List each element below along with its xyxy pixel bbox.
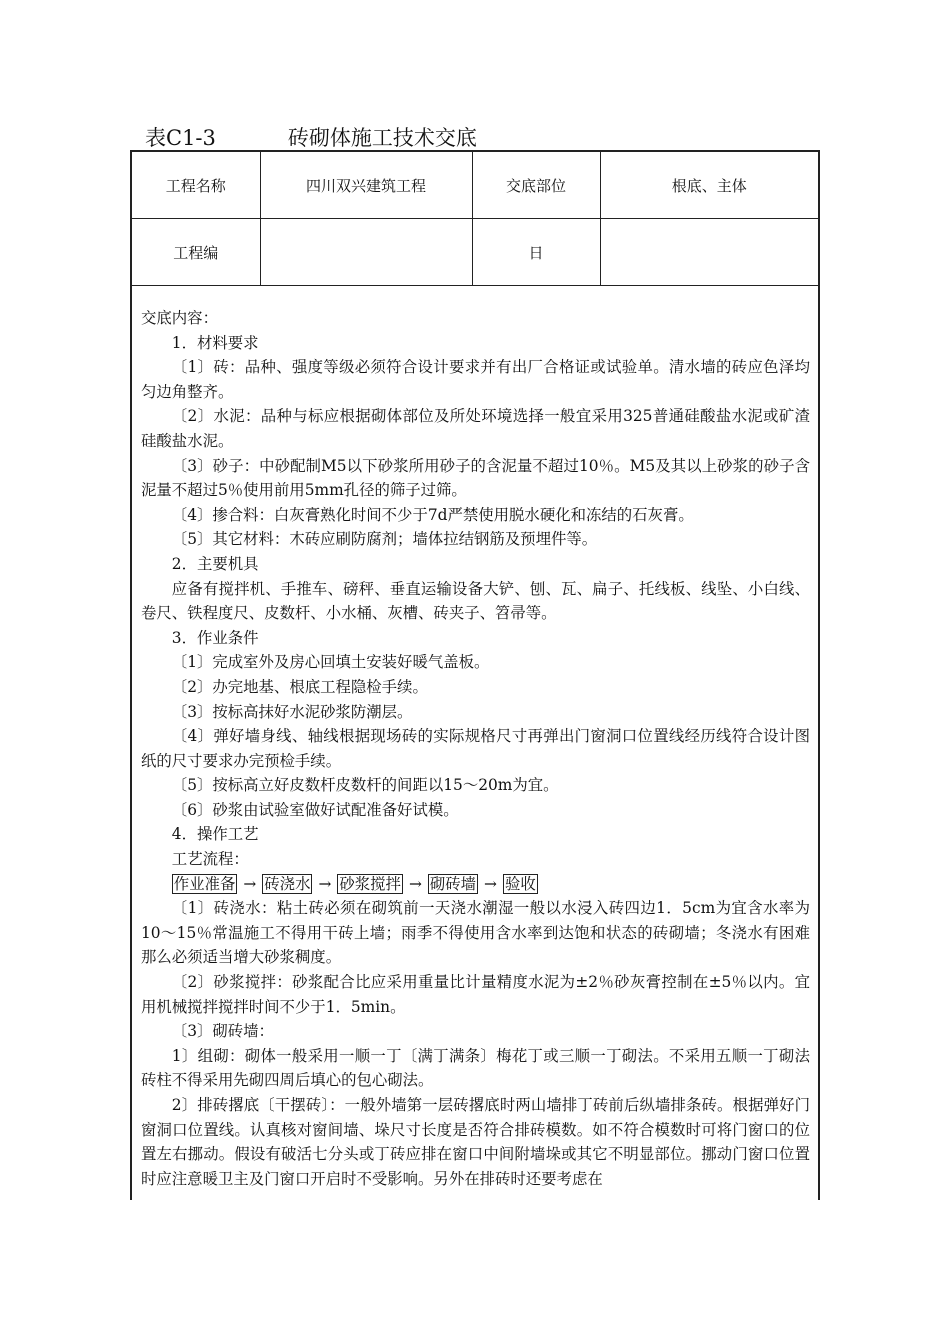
paragraph: 〔1〕砖：品种、强度等级必须符合设计要求并有出厂合格证或试验单。清水墙的砖应色泽均匀边角整齐。 [141, 358, 810, 401]
flow-arrow: → [318, 874, 332, 893]
flow-arrow: → [243, 874, 257, 893]
paragraph: 1〕组砌：砌体一般采用一顺一丁〔满丁满条〕梅花丁或三顺一丁砌法。不采用五顺一丁砌法砖柱不得采用先砌四周后填心的包心砌法。 [141, 1046, 810, 1090]
flow-arrow: → [408, 874, 422, 893]
flow-step: 砖浇水 [264, 874, 311, 893]
paragraph: 〔3〕按标高抹好水泥砂浆防潮层。 [171, 702, 413, 721]
flow-step: 验收 [504, 874, 536, 893]
flow-step: 砂浆搅拌 [339, 874, 401, 893]
page-title [145, 122, 477, 152]
flow-arrow: → [484, 874, 497, 893]
disclosure-content [132, 286, 818, 1191]
section-2-title: 2．主要机具 [171, 554, 259, 573]
header-table [132, 152, 818, 286]
project-no-value [260, 219, 472, 286]
part-value: 根底、主体 [600, 152, 818, 219]
paragraph: 〔6〕砂浆由试验室做好试配准备好试模。 [171, 800, 459, 819]
flow-label: 工艺流程： [171, 850, 249, 869]
part-label: 交底部位 [472, 152, 600, 219]
content-intro: 交底内容： [141, 309, 218, 327]
process-flow [141, 872, 810, 897]
paragraph: 〔4〕弹好墙身线、轴线根据现场砖的实际规格尺寸再弹出门窗洞口位置线经历线符合设计图纸的尺寸要求办完预检手续。 [141, 727, 810, 770]
paragraph: 〔5〕其它材料：木砖应刷防腐剂；墙体拉结钢筋及预埋件等。 [171, 530, 598, 549]
paragraph: 〔2〕砂浆搅拌：砂浆配合比应采用重量比计量精度水泥为±2％砂灰膏控制在±5％以内。宜用机械搅拌搅拌时间不少于1．5min。 [141, 973, 810, 1016]
flow-step: 作业准备 [173, 874, 236, 893]
section-3-title: 3．作业条件 [171, 628, 259, 647]
paragraph: 2〕排砖撂底〔干摆砖〕：一般外墙第一层砖撂底时两山墙排丁砖前后纵墙排条砖。根据弹好门窗洞口位置线。认真核对窗间墙、垛尺寸长度是否符合排砖模数。如不符合模数时可将门窗口的位置左右挪动。假设有破活七分头或丁砖应排在窗口中间附墙垛或其它不明显部位。挪动门窗口位置时应注意暖卫主及门窗口开启时不受影响。另外在排砖时还要考虑在 [141, 1096, 810, 1188]
project-name-value: 四川双兴建筑工程 [260, 152, 472, 219]
section-4-title: 4．操作工艺 [171, 825, 259, 844]
project-no-label: 工程编 [132, 219, 260, 286]
paragraph: 〔3〕砌砖墙： [171, 1022, 274, 1041]
paragraph: 〔3〕砂子：中砂配制M5以下砂浆所用砂子的含泥量不超过10％。M5及其以上砂浆的砂子含泥量不超过5％使用前用5mm孔径的筛子过筛。 [141, 456, 810, 500]
date-label: 日 [472, 219, 600, 286]
paragraph: 〔4〕掺合料：白灰膏熟化时间不少于7d严禁使用脱水硬化和冻结的石灰膏。 [171, 505, 694, 524]
paragraph: 〔2〕办完地基、根底工程隐检手续。 [171, 677, 428, 696]
flow-step: 砌砖墙 [429, 874, 477, 893]
section-1-title: 1．材料要求 [171, 333, 259, 352]
project-name-label: 工程名称 [132, 152, 260, 219]
paragraph: 应备有搅拌机、手推车、磅秤、垂直运输设备大铲、刨、瓦、扁子、托线板、线坠、小白线、卷尺、铁程度尺、皮数杆、小水桶、灰槽、砖夹子、笤帚等。 [141, 579, 810, 623]
paragraph: 〔5〕按标高立好皮数杆皮数杆的间距以15～20m为宜。 [171, 776, 559, 795]
paragraph: 〔1〕砖浇水：粘土砖必须在砌筑前一天浇水潮湿一般以水浸入砖四边1．5cm为宜含水率为10～15％常温施工不得用干砖上墙；雨季不得使用含水率到达饱和状态的砖砌墙；冬浇水有困难那么必须适当增大砂浆稠度。 [141, 899, 810, 967]
paragraph: 〔1〕完成室外及房心回填土安装好暖气盖板。 [171, 653, 490, 672]
document-frame [130, 150, 820, 1200]
form-code: 表C1-3 [145, 126, 216, 150]
date-value [600, 219, 818, 286]
paragraph: 〔2〕水泥：品种与标应根据砌体部位及所处环境选择一般宜采用325普通硅酸盐水泥或矿渣硅酸盐水泥。 [141, 407, 810, 450]
form-name: 砖砌体施工技术交底 [287, 126, 477, 150]
